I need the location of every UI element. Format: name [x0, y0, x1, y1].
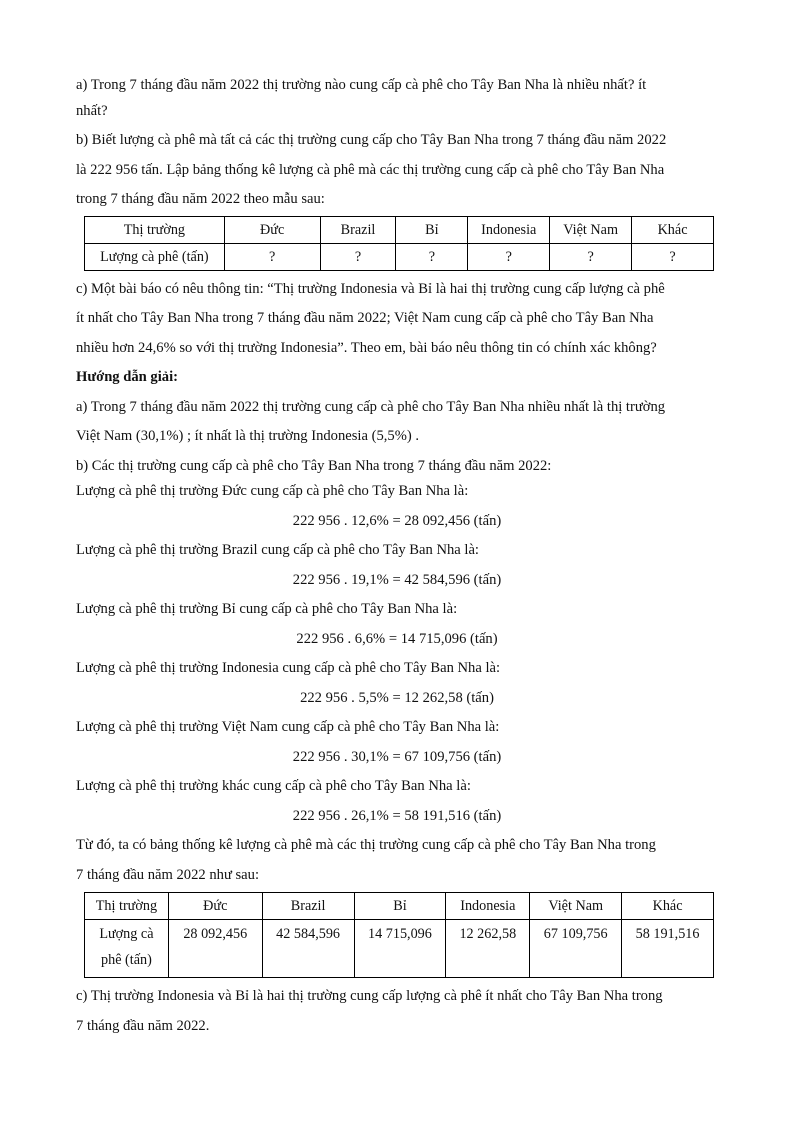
question-b-line-3: trong 7 tháng đầu năm 2022 theo mẫu sau:: [76, 191, 325, 207]
table-row-label: [85, 920, 169, 978]
step-label: Lượng cà phê thị trường Brazil cung cấp cà phê cho Tây Ban Nha là:: [76, 542, 479, 558]
question-c-line-1: c) Một bài báo có nêu thông tin: “Thị trường Indonesia và Bỉ là hai thị trường cung cấp lượng cà phê: [76, 280, 665, 297]
table-cell: Brazil: [320, 216, 396, 243]
solution-a-line-1: a) Trong 7 tháng đầu năm 2022 thị trường cung cấp cà phê cho Tây Ban Nha nhiều nhất là thị trường: [76, 398, 666, 415]
row-label-line-2: phê (tấn): [101, 952, 152, 968]
step-formula: 222 956 . 12,6% = 28 092,456 (tấn): [292, 512, 502, 529]
template-table: [84, 216, 714, 271]
table-cell: Việt Nam: [550, 216, 632, 243]
table-cell: ?: [632, 243, 714, 270]
table-cell: Đức: [224, 216, 320, 243]
table-cell: ?: [224, 243, 320, 270]
result-table-data-row: [85, 920, 714, 978]
table-cell: ?: [550, 243, 632, 270]
step-formula: 222 956 . 30,1% = 67 109,756 (tấn): [292, 748, 502, 765]
question-a-line-2: nhất?: [76, 102, 108, 119]
table-cell: 14 715,096: [354, 920, 446, 978]
table-cell: Indonesia: [468, 216, 550, 243]
table-cell: 58 191,516: [622, 920, 714, 978]
solution-c-line-2: 7 tháng đầu năm 2022.: [76, 1017, 210, 1034]
table-cell: ?: [320, 243, 396, 270]
step-label: Lượng cà phê thị trường khác cung cấp cà phê cho Tây Ban Nha là:: [76, 778, 471, 794]
table-cell: Brazil: [262, 893, 354, 920]
result-table-header-row: [85, 893, 714, 920]
table-cell: Thị trường: [85, 216, 225, 243]
document-content: [76, 73, 718, 1039]
step-label: Lượng cà phê thị trường Bỉ cung cấp cà phê cho Tây Ban Nha là:: [76, 601, 458, 617]
table-cell: Indonesia: [446, 893, 530, 920]
step-formula: 222 956 . 6,6% = 14 715,096 (tấn): [296, 630, 498, 647]
table-cell: 67 109,756: [530, 920, 622, 978]
template-table-header-row: [85, 216, 714, 243]
table-cell: ?: [396, 243, 468, 270]
solution-a-line-2: Việt Nam (30,1%) ; ít nhất là thị trường Indonesia (5,5%) .: [76, 428, 420, 444]
template-table-data-row: [85, 243, 714, 270]
table-intro-line-2: 7 tháng đầu năm 2022 như sau:: [76, 866, 260, 883]
table-cell: Việt Nam: [530, 893, 622, 920]
question-a-line-1: a) Trong 7 tháng đầu năm 2022 thị trường nào cung cấp cà phê cho Tây Ban Nha là nhiều nhất? ít: [76, 77, 647, 93]
question-b-line-2: là 222 956 tấn. Lập bảng thống kê lượng cà phê mà các thị trường cung cấp cà phê cho Tây Ban Nha: [76, 161, 665, 178]
table-cell: Thị trường: [85, 893, 169, 920]
table-cell: Khác: [632, 216, 714, 243]
solution-c-line-1: c) Thị trường Indonesia và Bỉ là hai thị trường cung cấp lượng cà phê ít nhất cho Tây Ban Nha trong: [76, 988, 663, 1004]
table-cell: 42 584,596: [262, 920, 354, 978]
table-cell: Bỉ: [354, 893, 446, 920]
step-formula: 222 956 . 26,1% = 58 191,516 (tấn): [292, 807, 502, 824]
step-label: Lượng cà phê thị trường Đức cung cấp cà phê cho Tây Ban Nha là:: [76, 483, 469, 499]
step-formula: 222 956 . 19,1% = 42 584,596 (tấn): [292, 571, 502, 588]
table-cell: 28 092,456: [168, 920, 262, 978]
solution-heading: Hướng dẫn giải:: [76, 369, 178, 385]
step-formula: 222 956 . 5,5% = 12 262,58 (tấn): [300, 689, 494, 706]
question-c-line-2: ít nhất cho Tây Ban Nha trong 7 tháng đầu năm 2022; Việt Nam cung cấp cà phê cho Tây Ban Nha: [76, 310, 654, 326]
result-table: [84, 892, 714, 978]
question-b-line-1: b) Biết lượng cà phê mà tất cả các thị trường cung cấp cho Tây Ban Nha trong 7 tháng đầu năm 2022: [76, 132, 667, 148]
question-c-line-3: nhiều hơn 24,6% so với thị trường Indonesia”. Theo em, bài báo nêu thông tin có chính xác không?: [76, 339, 657, 356]
table-cell: 12 262,58: [446, 920, 530, 978]
table-cell: Đức: [168, 893, 262, 920]
row-label-line-1: Lượng cà: [99, 926, 154, 942]
step-label: Lượng cà phê thị trường Việt Nam cung cấp cà phê cho Tây Ban Nha là:: [76, 719, 500, 735]
solution-b-intro: b) Các thị trường cung cấp cà phê cho Tây Ban Nha trong 7 tháng đầu năm 2022:: [76, 457, 552, 474]
table-cell: Khác: [622, 893, 714, 920]
table-cell: Lượng cà phê (tấn): [85, 243, 225, 270]
table-intro-line-1: Từ đó, ta có bảng thống kê lượng cà phê mà các thị trường cung cấp cà phê cho Tây Ban Nha trong: [76, 837, 656, 853]
table-cell: Bỉ: [396, 216, 468, 243]
step-label: Lượng cà phê thị trường Indonesia cung cấp cà phê cho Tây Ban Nha là:: [76, 660, 501, 676]
table-cell: ?: [468, 243, 550, 270]
